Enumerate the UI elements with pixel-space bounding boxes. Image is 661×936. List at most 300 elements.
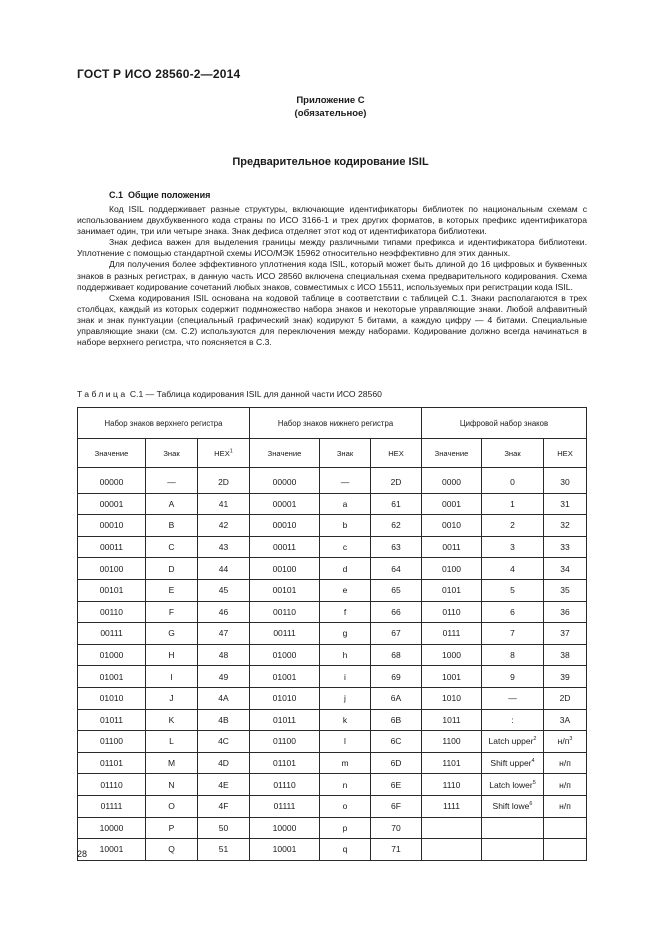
cell-upper-sign — [146, 515, 198, 537]
cell-upper-value — [78, 536, 146, 558]
cell-lower-sign — [320, 601, 371, 623]
cell-digit-value — [422, 839, 482, 861]
cell-digit-hex-text: 34 — [560, 563, 570, 574]
paragraph: Для получения более эффективного уплотнения кода ISIL, который может быть длиной до 16 цифровых и буквенных знаков в разных регистрах, в данную часть ИСО 28560 включена специальная схема предварительного кодирования. Схема поддерживает кодирование сочетаний любых знаков, совместимых с ИСО 15511, используемых при регистрации кода ISIL. — [77, 259, 587, 292]
cell-upper-sign — [146, 493, 198, 515]
cell-digit-hex — [544, 536, 587, 558]
cell-upper-hex-text: 4F — [218, 801, 229, 812]
cell-lower-sign-text: f — [343, 606, 347, 617]
cell-lower-value-text: 00100 — [272, 563, 297, 574]
cell-upper-hex-text: 42 — [218, 520, 229, 531]
cell-upper-hex — [198, 839, 250, 861]
cell-digit-hex-text: 33 — [560, 542, 570, 553]
cell-upper-sign-text: P — [168, 822, 175, 833]
cell-lower-value — [250, 515, 320, 537]
cell-digit-sign-text: 7 — [510, 628, 515, 639]
subsection-number: С.1 — [109, 190, 124, 200]
cell-lower-hex — [371, 839, 422, 861]
cell-digit-hex — [544, 558, 587, 580]
cell-upper-value-text: 10001 — [99, 844, 124, 855]
cell-digit-sign-text: 4 — [510, 563, 515, 574]
cell-lower-hex-text: 2D — [390, 477, 402, 488]
cell-digit-value — [422, 687, 482, 709]
cell-digit-sign — [482, 644, 544, 666]
cell-digit-hex-text: н/п — [559, 801, 571, 812]
cell-lower-value-text: 01100 — [272, 736, 296, 747]
cell-digit-value — [422, 601, 482, 623]
cell-lower-value-text: 10001 — [272, 844, 297, 855]
cell-lower-sign-text: b — [342, 520, 348, 531]
cell-digit-hex-text: н/п — [559, 758, 571, 769]
column-header: Значение — [422, 439, 482, 468]
column-header: Значение — [78, 439, 146, 468]
paragraph: Код ISIL поддерживает разные структуры, включающие идентификаторы библиотек по национальным схемам с использованием двухбуквенного кода страны по ИСО 3166-1 и трех других форматов, в которых префикс идентификатора занимает один, три или четыре знака. Знак дефиса отделяет этот код от идентификатора библиотеки. — [77, 204, 587, 237]
cell-digit-sign-text: Latch upper — [488, 736, 534, 747]
cell-digit-value-text: 1101 — [442, 758, 461, 769]
cell-upper-sign — [146, 731, 198, 753]
cell-lower-value-text: 00110 — [272, 606, 296, 617]
cell-upper-value — [78, 839, 146, 861]
cell-lower-hex-text: 6D — [390, 758, 402, 769]
cell-digit-sign — [482, 666, 544, 688]
cell-upper-value — [78, 468, 146, 494]
cell-digit-hex-text: н/п — [557, 736, 570, 747]
cell-upper-sign-text: N — [168, 779, 175, 790]
cell-upper-sign — [146, 623, 198, 645]
cell-lower-value — [250, 644, 320, 666]
table-row — [78, 536, 587, 558]
cell-digit-value-text: 0110 — [442, 606, 461, 617]
section-title: Предварительное кодирование ISIL — [232, 156, 429, 168]
cell-lower-sign — [320, 687, 371, 709]
cell-lower-value-text: 01111 — [273, 801, 296, 812]
cell-lower-sign-text: n — [342, 779, 348, 790]
cell-upper-value-text: 00100 — [99, 563, 124, 574]
footnote-marker: 1 — [229, 447, 233, 454]
paragraph: Знак дефиса важен для выделения границы между различными типами префикса и идентификатора библиотеки. Уплотнение с помощью стандартной схемы ИСО/МЭК 15962 относительно неэффективно для этих данных. — [77, 237, 587, 259]
cell-upper-value-text: 01101 — [99, 758, 123, 769]
cell-lower-sign-text: p — [342, 822, 348, 833]
cell-digit-value-text: 1010 — [442, 693, 461, 704]
cell-digit-hex — [544, 468, 587, 494]
cell-digit-sign-text: Shift lowe — [492, 801, 530, 812]
cell-lower-hex-text: 65 — [391, 585, 401, 596]
group-header-upper: Набор знаков верхнего регистра — [78, 408, 250, 439]
cell-digit-value-text: 0100 — [442, 563, 461, 574]
cell-lower-value — [250, 579, 320, 601]
cell-digit-sign — [482, 839, 544, 861]
cell-upper-sign — [146, 536, 198, 558]
cell-lower-hex — [371, 709, 422, 731]
cell-upper-hex — [198, 536, 250, 558]
column-header: Значение — [250, 439, 320, 468]
table-row — [78, 623, 587, 645]
cell-upper-sign — [146, 687, 198, 709]
cell-digit-value-text: 1100 — [442, 736, 461, 747]
table-body — [78, 468, 587, 861]
column-header: Знак — [146, 439, 198, 468]
cell-digit-sign-text: 8 — [510, 650, 515, 661]
cell-upper-sign-text: Q — [168, 844, 175, 855]
cell-lower-value — [250, 774, 320, 796]
cell-digit-hex-text: 36 — [560, 606, 570, 617]
cell-lower-hex-text: 6B — [390, 714, 402, 725]
cell-upper-value — [78, 666, 146, 688]
cell-lower-value-text: 01000 — [272, 650, 297, 661]
cell-lower-value — [250, 493, 320, 515]
cell-digit-hex — [544, 709, 587, 731]
cell-digit-sign — [482, 579, 544, 601]
cell-upper-sign-text: L — [169, 736, 174, 747]
cell-digit-sign-text: — — [508, 693, 517, 704]
cell-upper-sign — [146, 601, 198, 623]
cell-digit-value-text: 1000 — [442, 650, 461, 661]
cell-upper-value-text: 01100 — [99, 736, 123, 747]
cell-lower-hex-text: 70 — [391, 822, 401, 833]
cell-lower-value-text: 01001 — [272, 671, 297, 682]
cell-upper-hex — [198, 666, 250, 688]
cell-upper-sign-text: D — [168, 563, 175, 574]
cell-upper-sign-text: — — [167, 477, 176, 488]
cell-lower-sign-text: a — [342, 498, 348, 509]
column-header — [198, 439, 250, 468]
cell-lower-sign-text: h — [342, 650, 348, 661]
cell-digit-value — [422, 752, 482, 774]
cell-digit-hex — [544, 493, 587, 515]
cell-upper-sign-text: A — [168, 498, 175, 509]
cell-lower-hex — [371, 774, 422, 796]
cell-lower-sign — [320, 839, 371, 861]
cell-lower-sign — [320, 731, 371, 753]
cell-digit-value — [422, 795, 482, 817]
cell-lower-value — [250, 468, 320, 494]
cell-lower-hex — [371, 687, 422, 709]
cell-lower-hex-text: 68 — [391, 650, 401, 661]
cell-upper-hex-text: 48 — [218, 650, 229, 661]
cell-lower-sign — [320, 623, 371, 645]
cell-lower-sign — [320, 468, 371, 494]
cell-lower-value — [250, 623, 320, 645]
table-caption-label: Таблица — [77, 389, 128, 399]
cell-digit-value — [422, 709, 482, 731]
cell-upper-sign — [146, 644, 198, 666]
cell-digit-hex — [544, 579, 587, 601]
cell-lower-value — [250, 709, 320, 731]
cell-lower-sign — [320, 558, 371, 580]
cell-upper-hex — [198, 774, 250, 796]
cell-lower-sign — [320, 536, 371, 558]
cell-digit-hex-text: 37 — [560, 628, 570, 639]
group-header-lower: Набор знаков нижнего регистра — [250, 408, 422, 439]
cell-digit-value — [422, 623, 482, 645]
cell-lower-value-text: 00111 — [273, 628, 296, 639]
cell-lower-sign-text: c — [342, 542, 348, 553]
cell-upper-value — [78, 515, 146, 537]
cell-lower-value-text: 00010 — [272, 520, 297, 531]
cell-digit-hex-text: н/п — [559, 779, 571, 790]
cell-digit-hex-text: 31 — [560, 498, 570, 509]
cell-lower-sign-text: o — [342, 801, 348, 812]
cell-upper-value-text: 00110 — [99, 606, 123, 617]
cell-digit-sign — [482, 774, 544, 796]
cell-lower-hex-text: 71 — [391, 844, 401, 855]
cell-digit-value-text: 1001 — [442, 671, 461, 682]
cell-upper-hex — [198, 515, 250, 537]
column-header: Знак — [482, 439, 544, 468]
cell-lower-hex — [371, 468, 422, 494]
cell-lower-sign-text: i — [344, 671, 346, 682]
cell-lower-hex — [371, 515, 422, 537]
cell-digit-hex — [544, 774, 587, 796]
cell-upper-sign — [146, 839, 198, 861]
cell-lower-hex-text: 6F — [391, 801, 401, 812]
cell-lower-hex — [371, 795, 422, 817]
footnote-marker: 5 — [532, 779, 536, 786]
cell-lower-value — [250, 817, 320, 839]
cell-lower-sign-text: — — [340, 477, 350, 488]
table-row — [78, 558, 587, 580]
cell-digit-value-text: 1111 — [442, 801, 461, 812]
cell-digit-sign — [482, 493, 544, 515]
cell-upper-value-text: 01010 — [99, 693, 124, 704]
cell-upper-value — [78, 493, 146, 515]
cell-lower-hex-text: 67 — [391, 628, 401, 639]
cell-upper-hex — [198, 644, 250, 666]
cell-upper-hex-text: 47 — [218, 628, 229, 639]
cell-upper-value-text: 01000 — [99, 650, 124, 661]
cell-digit-sign-text: Latch lower — [489, 779, 533, 790]
cell-digit-hex-text: 30 — [560, 477, 570, 488]
cell-lower-hex — [371, 579, 422, 601]
cell-lower-hex — [371, 601, 422, 623]
cell-digit-sign — [482, 558, 544, 580]
cell-digit-value — [422, 731, 482, 753]
cell-lower-hex-text: 61 — [391, 498, 401, 509]
cell-upper-value — [78, 623, 146, 645]
cell-digit-sign — [482, 601, 544, 623]
table-row — [78, 468, 587, 494]
cell-upper-sign-text: E — [168, 585, 175, 596]
cell-upper-value-text: 00111 — [100, 628, 123, 639]
cell-upper-hex-text: 45 — [218, 585, 229, 596]
cell-lower-value — [250, 731, 320, 753]
cell-lower-hex — [371, 666, 422, 688]
table-row — [78, 601, 587, 623]
cell-lower-hex — [371, 623, 422, 645]
cell-upper-sign — [146, 709, 198, 731]
cell-lower-sign — [320, 752, 371, 774]
cell-upper-sign-text: O — [168, 801, 175, 812]
cell-upper-sign — [146, 579, 198, 601]
cell-lower-hex-text: 69 — [391, 671, 401, 682]
table-row — [78, 666, 587, 688]
table-row — [78, 839, 587, 861]
cell-lower-value-text: 00101 — [272, 585, 297, 596]
column-header: Знак — [320, 439, 371, 468]
cell-digit-hex — [544, 817, 587, 839]
cell-digit-hex — [544, 839, 587, 861]
table-row — [78, 687, 587, 709]
cell-lower-value — [250, 601, 320, 623]
footnote-marker: 2 — [533, 736, 537, 743]
cell-digit-sign — [482, 468, 544, 494]
cell-upper-value-text: 00101 — [99, 585, 124, 596]
annex-title: Приложение С — [296, 95, 365, 106]
cell-digit-hex — [544, 731, 587, 753]
cell-lower-hex — [371, 731, 422, 753]
cell-digit-hex — [544, 623, 587, 645]
cell-digit-hex-text: 3A — [559, 714, 571, 725]
cell-lower-value-text: 10000 — [272, 822, 297, 833]
cell-lower-sign — [320, 795, 371, 817]
table-row — [78, 493, 587, 515]
cell-lower-value — [250, 795, 320, 817]
table-row — [78, 795, 587, 817]
cell-upper-value — [78, 795, 146, 817]
cell-digit-hex — [544, 795, 587, 817]
cell-upper-sign — [146, 795, 198, 817]
column-header-text: HEX — [214, 448, 230, 458]
cell-upper-value-text: 01111 — [100, 801, 123, 812]
table-row — [78, 644, 587, 666]
cell-upper-value-text: 00001 — [99, 498, 124, 509]
cell-upper-hex — [198, 817, 250, 839]
cell-lower-hex — [371, 558, 422, 580]
cell-digit-sign — [482, 623, 544, 645]
cell-lower-value — [250, 752, 320, 774]
cell-lower-value-text: 00001 — [272, 498, 297, 509]
cell-digit-sign — [482, 795, 544, 817]
cell-digit-value — [422, 579, 482, 601]
cell-upper-hex-text: 44 — [218, 563, 229, 574]
subsection-heading — [109, 190, 210, 200]
cell-lower-sign — [320, 817, 371, 839]
cell-upper-sign-text: I — [170, 671, 173, 682]
cell-lower-value-text: 00011 — [272, 542, 296, 553]
cell-upper-value — [78, 752, 146, 774]
cell-lower-sign-text: m — [341, 758, 349, 769]
cell-digit-sign-text: : — [511, 714, 514, 725]
cell-lower-sign — [320, 515, 371, 537]
cell-upper-hex — [198, 493, 250, 515]
cell-upper-value — [78, 731, 146, 753]
annex-status: (обязательное) — [294, 108, 367, 119]
cell-upper-hex — [198, 795, 250, 817]
cell-upper-sign — [146, 774, 198, 796]
cell-digit-value — [422, 468, 482, 494]
cell-upper-value — [78, 774, 146, 796]
cell-lower-sign — [320, 493, 371, 515]
cell-lower-hex-text: 63 — [391, 542, 401, 553]
cell-lower-hex-text: 6A — [390, 693, 402, 704]
cell-digit-sign-text: 1 — [510, 498, 515, 509]
cell-upper-sign-text: K — [168, 714, 175, 725]
cell-lower-hex — [371, 817, 422, 839]
cell-digit-value-text: 0010 — [442, 520, 461, 531]
cell-lower-value — [250, 839, 320, 861]
cell-digit-sign — [482, 752, 544, 774]
cell-lower-sign-text: l — [344, 736, 346, 747]
cell-digit-sign-text: 2 — [510, 520, 515, 531]
cell-digit-sign-text: 0 — [510, 477, 515, 488]
cell-lower-sign-text: d — [342, 563, 348, 574]
cell-upper-sign-text: M — [167, 758, 176, 769]
cell-upper-sign — [146, 752, 198, 774]
page-number: 28 — [77, 849, 88, 859]
table-row — [78, 774, 587, 796]
cell-upper-sign — [146, 666, 198, 688]
cell-upper-hex — [198, 709, 250, 731]
cell-upper-hex — [198, 579, 250, 601]
cell-digit-sign — [482, 709, 544, 731]
cell-digit-value-text: 0000 — [442, 477, 461, 488]
cell-upper-sign — [146, 558, 198, 580]
cell-upper-hex-text: 43 — [218, 542, 229, 553]
table-row — [78, 731, 587, 753]
table-row — [78, 752, 587, 774]
cell-digit-value-text: 0111 — [442, 628, 461, 639]
cell-upper-value-text: 01110 — [100, 779, 123, 790]
cell-lower-hex-text: 6C — [390, 736, 402, 747]
cell-upper-value-text: 01011 — [99, 714, 123, 725]
cell-upper-hex-text: 50 — [218, 822, 229, 833]
cell-upper-hex-text: 46 — [218, 606, 229, 617]
cell-upper-value — [78, 579, 146, 601]
cell-digit-value-text: 1110 — [442, 779, 461, 790]
cell-upper-value — [78, 709, 146, 731]
table-row — [78, 579, 587, 601]
cell-lower-value-text: 01101 — [272, 758, 296, 769]
cell-digit-hex — [544, 666, 587, 688]
cell-digit-sign-text: Shift upper — [490, 758, 532, 769]
cell-digit-value — [422, 666, 482, 688]
cell-upper-sign — [146, 468, 198, 494]
cell-lower-sign-text: q — [342, 844, 348, 855]
cell-upper-hex — [198, 468, 250, 494]
cell-digit-hex — [544, 601, 587, 623]
cell-lower-sign — [320, 709, 371, 731]
table-caption — [77, 389, 382, 399]
cell-upper-hex-text: 4E — [218, 779, 229, 790]
cell-upper-hex-text: 49 — [218, 671, 229, 682]
cell-digit-hex-text: 32 — [560, 520, 570, 531]
cell-upper-value — [78, 601, 146, 623]
cell-digit-sign-text: 6 — [510, 606, 515, 617]
cell-upper-value-text: 00011 — [99, 542, 123, 553]
cell-upper-value-text: 01001 — [99, 671, 124, 682]
cell-digit-value — [422, 515, 482, 537]
cell-lower-value — [250, 666, 320, 688]
cell-digit-value — [422, 644, 482, 666]
cell-upper-value — [78, 558, 146, 580]
table-row — [78, 709, 587, 731]
cell-upper-sign-text: G — [168, 628, 175, 639]
standard-designation: ГОСТ Р ИСО 28560-2—2014 — [77, 67, 241, 81]
footnote-marker: 4 — [531, 758, 535, 765]
footnote-marker: 6 — [529, 801, 533, 808]
cell-lower-hex-text: 6E — [390, 779, 402, 790]
cell-digit-hex-text: 2D — [559, 693, 571, 704]
cell-digit-hex-text: 35 — [560, 585, 570, 596]
cell-digit-sign — [482, 817, 544, 839]
cell-upper-hex-text: 4C — [218, 736, 229, 747]
cell-lower-value-text: 00000 — [272, 477, 297, 488]
cell-upper-hex-text: 41 — [218, 498, 229, 509]
cell-lower-value — [250, 687, 320, 709]
cell-digit-hex — [544, 687, 587, 709]
cell-digit-value — [422, 774, 482, 796]
cell-lower-hex-text: 62 — [391, 520, 401, 531]
